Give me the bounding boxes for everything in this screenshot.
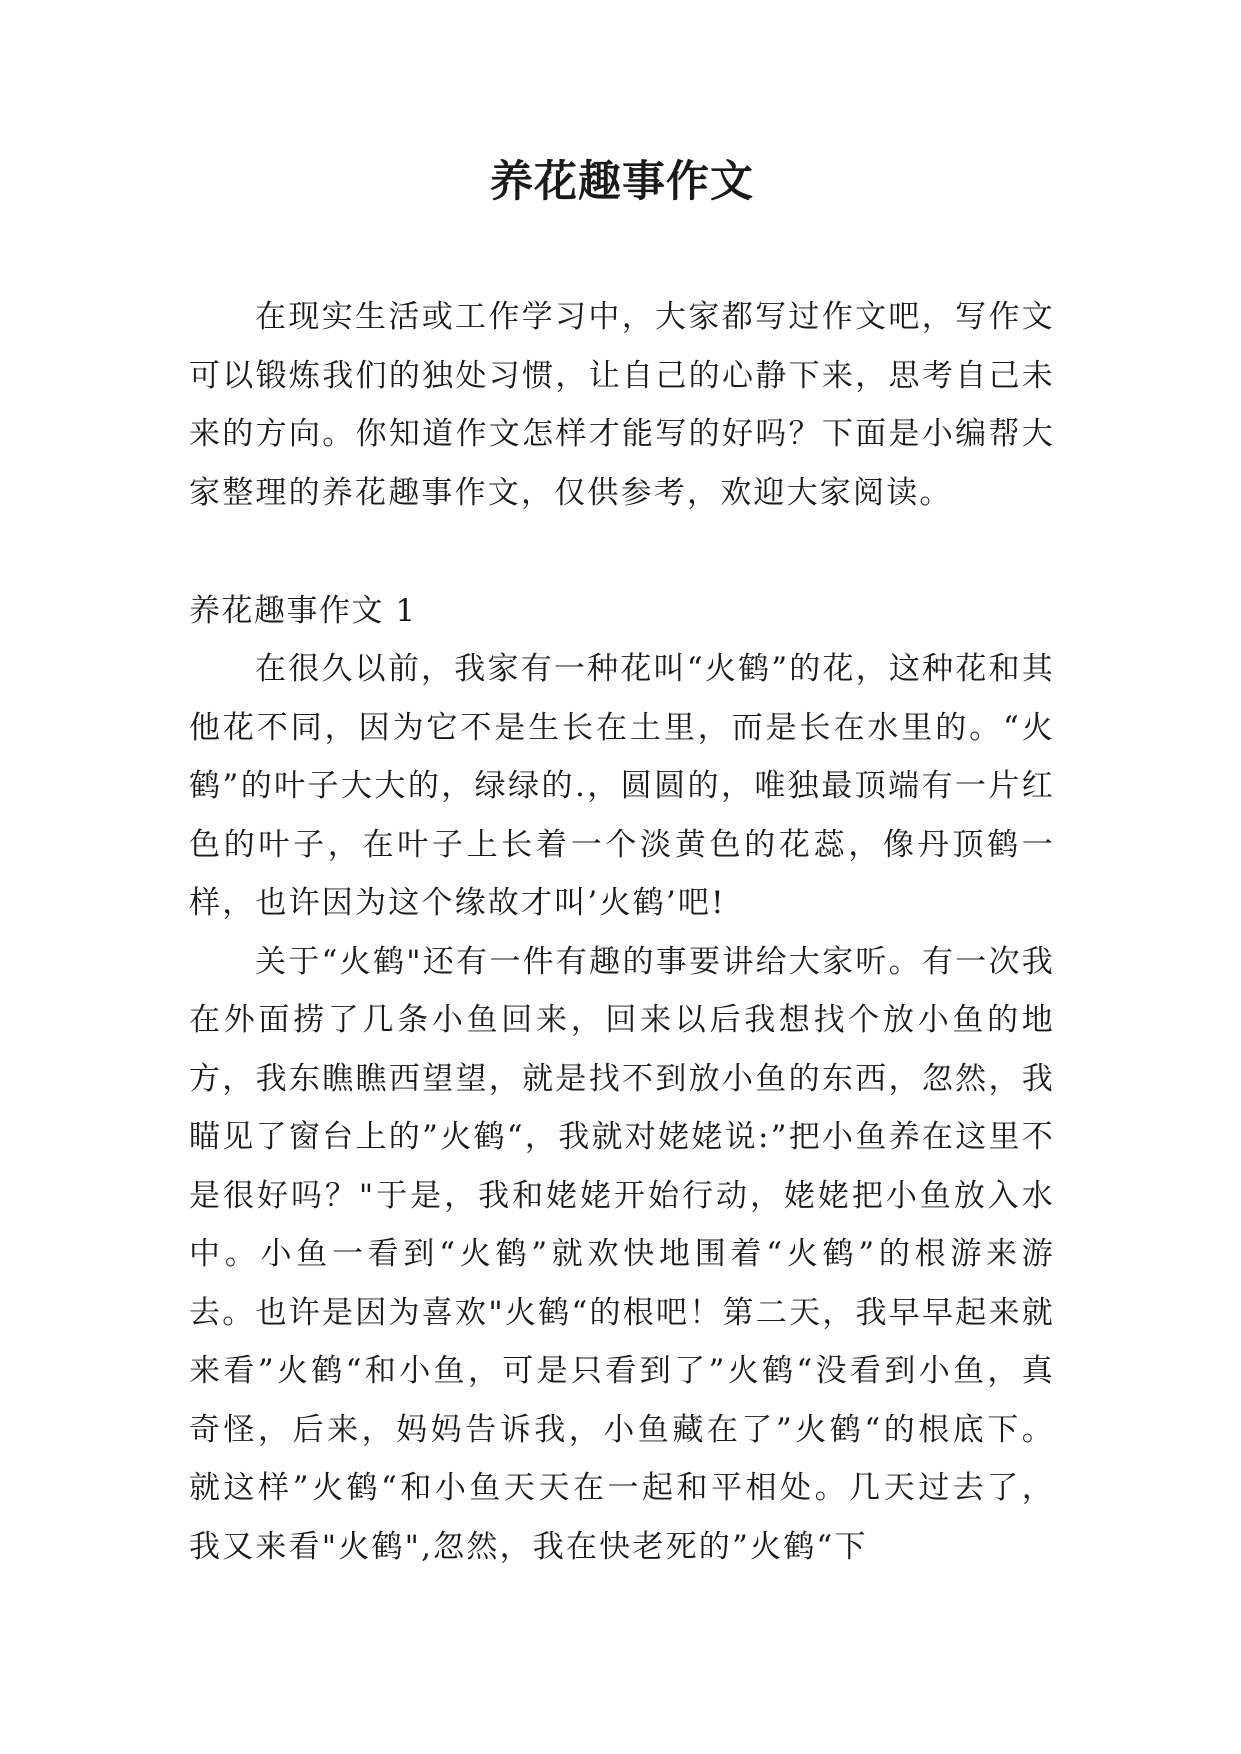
section-content: [189, 640, 1055, 1640]
document-title: 养花趣事作文: [490, 157, 754, 207]
intro-paragraph: 在现实生活或工作学习中，大家都写过作文吧，写作文可以锻炼我们的独处习惯，让自己的心静下来，思考自己未来的方向。你知道作文怎样才能写的好吗？下面是小编帮大家整理的养花趣事作文，仅供参考，欢迎大家阅读。: [189, 299, 1055, 511]
body-paragraph-1: 在很久以前，我家有一种花叫“火鹤”的花，这种花和其他花不同，因为它不是生长在土里，而是长在水里的。“火鹤”的叶子大大的，绿绿的.，圆圆的，唯独最顶端有一片红色的叶子，在叶子上长着一个淡黄色的花蕊，像丹顶鹤一样，也许因为这个缘故才叫’火鹤’吧!: [189, 651, 1055, 921]
section-heading: 养花趣事作文 1: [189, 593, 417, 629]
document-page: [189, 0, 1055, 1754]
body-paragraph-2: 关于“火鹤"还有一件有趣的事要讲给大家听。有一次我在外面捞了几条小鱼回来，回来以后我想找个放小鱼的地方，我东瞧瞧西望望，就是找不到放小鱼的东西，忽然，我瞄见了窗台上的”火鹤“，我就对姥姥说:”把小鱼养在这里不是很好吗？"于是，我和姥姥开始行动，姥姥把小鱼放入水中。小鱼一看到“火鹤”就欢快地围着“火鹤”的根游来游去。也许是因为喜欢"火鹤“的根吧！第二天，我早早起来就来看”火鹤“和小鱼，可是只看到了”火鹤“没看到小鱼，真奇怪，后来，妈妈告诉我，小鱼藏在了”火鹤“的根底下。就这样”火鹤“和小鱼天天在一起和平相处。几天过去了，我又来看"火鹤",忽然，我在快老死的”火鹤“下: [189, 943, 1055, 1565]
